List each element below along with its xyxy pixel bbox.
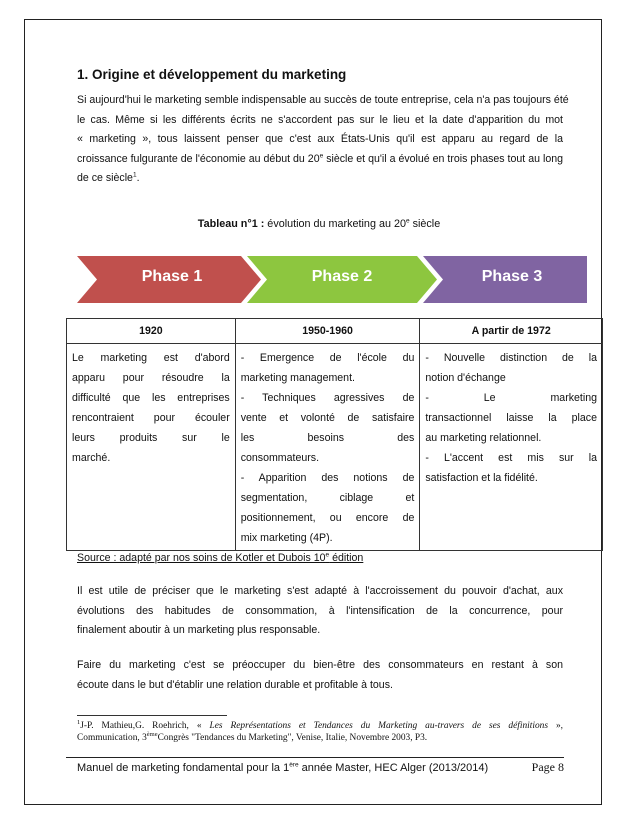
footer-separator xyxy=(66,757,564,758)
table-cell-1972: - Nouvelle distinction de la notion d'échange - Le marketing transactionnel laisse la place au marketing relationnel. - L'accent est mis sur la satisfaction et la fidélité. xyxy=(420,344,603,551)
footnote-separator xyxy=(77,715,227,716)
phase-3-label: Phase 3 xyxy=(481,268,543,285)
intro-line: de ce siècle$^1$. xyxy=(77,171,140,184)
table-header: A partir de 1972 xyxy=(420,319,603,344)
paragraph-3: Faire du marketing c'est se préoccuper du bien-être des consommateurs en restant à son écoute dans le but d'établir une relation durable et profitable à tous. xyxy=(77,659,563,691)
paragraph-2: Il est utile de préciser que le marketing s'est adapté à l'accroissement du pouvoir d'achat, aux évolutions des habitudes de consommation, à l'intensification de la concurrence, pour finalement aboutir à un marketing plus responsable. xyxy=(77,585,563,636)
phase-1-label: Phase 1 xyxy=(141,268,203,285)
section-title: 1. Origine et développement du marketing xyxy=(77,67,347,82)
intro-line: « marketing », tous laissent penser que c'est aux États-Unis qu'il est apparu au regard de la xyxy=(77,133,563,145)
table-row xyxy=(67,344,603,551)
intro-line: croissance fulgurante de l'économie au début du 20e siècle et qu'il a évolué en trois phases tout au long xyxy=(77,151,564,165)
phase-chevrons xyxy=(77,256,587,303)
table-cell-1950: - Emergence de l'école du marketing management. - Techniques agressives de vente et volonté de satisfaire les besoins des consommateurs. - Apparition des notions de segmentation, ciblage et positionnement, ou encore de mix marketing (4P). xyxy=(235,344,420,551)
table-cell-1920: Le marketing est d'abord apparu pour résoudre la difficulté que les entreprises rencontraient pour écouler leurs produits sur le marché. xyxy=(67,344,236,551)
footnote: $^1$J-P. Mathieu,G. Roehrich, « Les Représentations et Tendances du Marketing au-travers de ses définitions », Communication, 3èmeCongrès "Tendances du Marketing", Venise, Italie, Novembre 2003, P3. xyxy=(77,718,563,743)
table-source: Source : adapté par nos soins de Kotler et Dubois 10e édition xyxy=(77,551,364,564)
evolution-table xyxy=(66,318,603,551)
intro-paragraph xyxy=(77,91,569,189)
table-header-row xyxy=(67,319,603,344)
phase-2-label: Phase 2 xyxy=(311,268,373,285)
table-header: 1920 xyxy=(67,319,236,344)
page-number: Page 8 xyxy=(531,760,564,774)
table-caption: Tableau n°1 : évolution du marketing au 20e siècle xyxy=(197,217,441,230)
footnote-ref[interactable]: 1 xyxy=(132,171,137,179)
intro-line: le cas. Même si les différents écrits ne s'accordent pas sur le lieu et la date d'apparition du mot xyxy=(77,113,563,126)
table-header: 1950-1960 xyxy=(235,319,420,344)
footer-text: Manuel de marketing fondamental pour la 1ère année Master, HEC Alger (2013/2014) xyxy=(77,761,489,774)
intro-line: Si aujourd'hui le marketing semble indispensable au succès de toute entreprise, cela n'a pas toujours été xyxy=(77,94,569,106)
